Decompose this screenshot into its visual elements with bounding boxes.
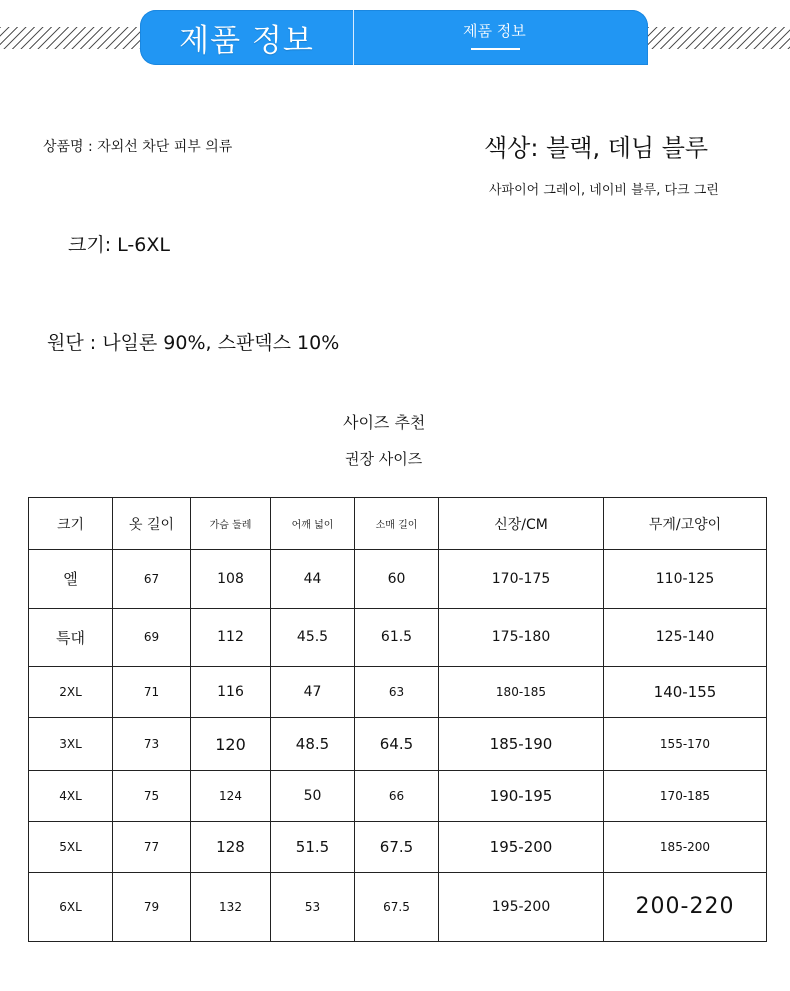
table-cell: 4XL	[29, 771, 113, 822]
table-cell: 190-195	[439, 771, 604, 822]
table-cell: 2XL	[29, 667, 113, 718]
table-cell: 125-140	[604, 608, 767, 667]
table-cell: 195-200	[439, 872, 604, 941]
table-cell: 3XL	[29, 717, 113, 770]
table-cell: 185-200	[604, 821, 767, 872]
table-cell: 6XL	[29, 872, 113, 941]
table-cell: 61.5	[355, 608, 439, 667]
banner-tab-label: 제품 정보	[463, 22, 526, 40]
table-header-row	[29, 498, 767, 550]
table-cell: 185-190	[439, 717, 604, 770]
table-cell: 200-220	[604, 872, 767, 941]
color-line: 색상: 블랙, 데님 블루	[484, 134, 709, 162]
table-cell: 51.5	[271, 821, 355, 872]
table-cell: 53	[271, 872, 355, 941]
header-cell: 옷 길이	[113, 498, 191, 550]
table-cell: 엘	[29, 550, 113, 609]
banner-title: 제품 정보	[179, 23, 314, 59]
table-cell: 특대	[29, 608, 113, 667]
size-recommendation-title: 사이즈 추천	[343, 413, 426, 432]
header-cell: 가슴 둘레	[191, 498, 271, 550]
table-cell: 64.5	[355, 717, 439, 770]
table-cell: 124	[191, 771, 271, 822]
table-cell: 67	[113, 550, 191, 609]
table-cell: 77	[113, 821, 191, 872]
table-cell: 48.5	[271, 717, 355, 770]
header-banner	[140, 10, 648, 65]
header-cell: 어깨 넓이	[271, 498, 355, 550]
table-cell: 132	[191, 872, 271, 941]
header-cell: 소매 길이	[355, 498, 439, 550]
hatch-decoration-left	[0, 27, 140, 49]
product-name: 상품명 : 자외선 차단 피부 의류	[43, 139, 233, 155]
table-cell: 180-185	[439, 667, 604, 718]
table-cell: 44	[271, 550, 355, 609]
table-cell: 75	[113, 771, 191, 822]
table-cell: 170-185	[604, 771, 767, 822]
size-table	[28, 497, 767, 942]
table-row	[29, 872, 767, 941]
table-cell: 175-180	[439, 608, 604, 667]
header-cell: 신장/CM	[439, 498, 604, 550]
table-cell: 50	[271, 771, 355, 822]
size-range: 크기: L-6XL	[68, 234, 170, 256]
table-row	[29, 717, 767, 770]
header-cell: 무게/고양이	[604, 498, 767, 550]
table-cell: 73	[113, 717, 191, 770]
table-cell: 69	[113, 608, 191, 667]
table-cell: 128	[191, 821, 271, 872]
table-cell: 195-200	[439, 821, 604, 872]
table-cell: 155-170	[604, 717, 767, 770]
table-row	[29, 821, 767, 872]
table-cell: 140-155	[604, 667, 767, 718]
table-cell: 79	[113, 872, 191, 941]
table-row	[29, 771, 767, 822]
table-cell: 45.5	[271, 608, 355, 667]
table-cell: 108	[191, 550, 271, 609]
table-row	[29, 667, 767, 718]
table-cell: 60	[355, 550, 439, 609]
size-recommendation-subtitle: 권장 사이즈	[345, 450, 423, 468]
table-cell: 112	[191, 608, 271, 667]
table-cell: 66	[355, 771, 439, 822]
banner-tab-underline	[471, 48, 520, 50]
table-cell: 5XL	[29, 821, 113, 872]
table-row	[29, 608, 767, 667]
table-cell: 67.5	[355, 872, 439, 941]
table-cell: 63	[355, 667, 439, 718]
table-cell: 110-125	[604, 550, 767, 609]
table-cell: 116	[191, 667, 271, 718]
table-row	[29, 550, 767, 609]
table-cell: 170-175	[439, 550, 604, 609]
hatch-decoration-right	[648, 27, 790, 49]
table-cell: 47	[271, 667, 355, 718]
table-cell: 71	[113, 667, 191, 718]
banner-divider	[353, 10, 354, 65]
table-cell: 120	[191, 717, 271, 770]
table-cell: 67.5	[355, 821, 439, 872]
fabric-composition: 원단 : 나일론 90%, 스판덱스 10%	[47, 332, 340, 354]
header-cell: 크기	[29, 498, 113, 550]
color-line-secondary: 사파이어 그레이, 네이비 블루, 다크 그린	[489, 183, 719, 198]
